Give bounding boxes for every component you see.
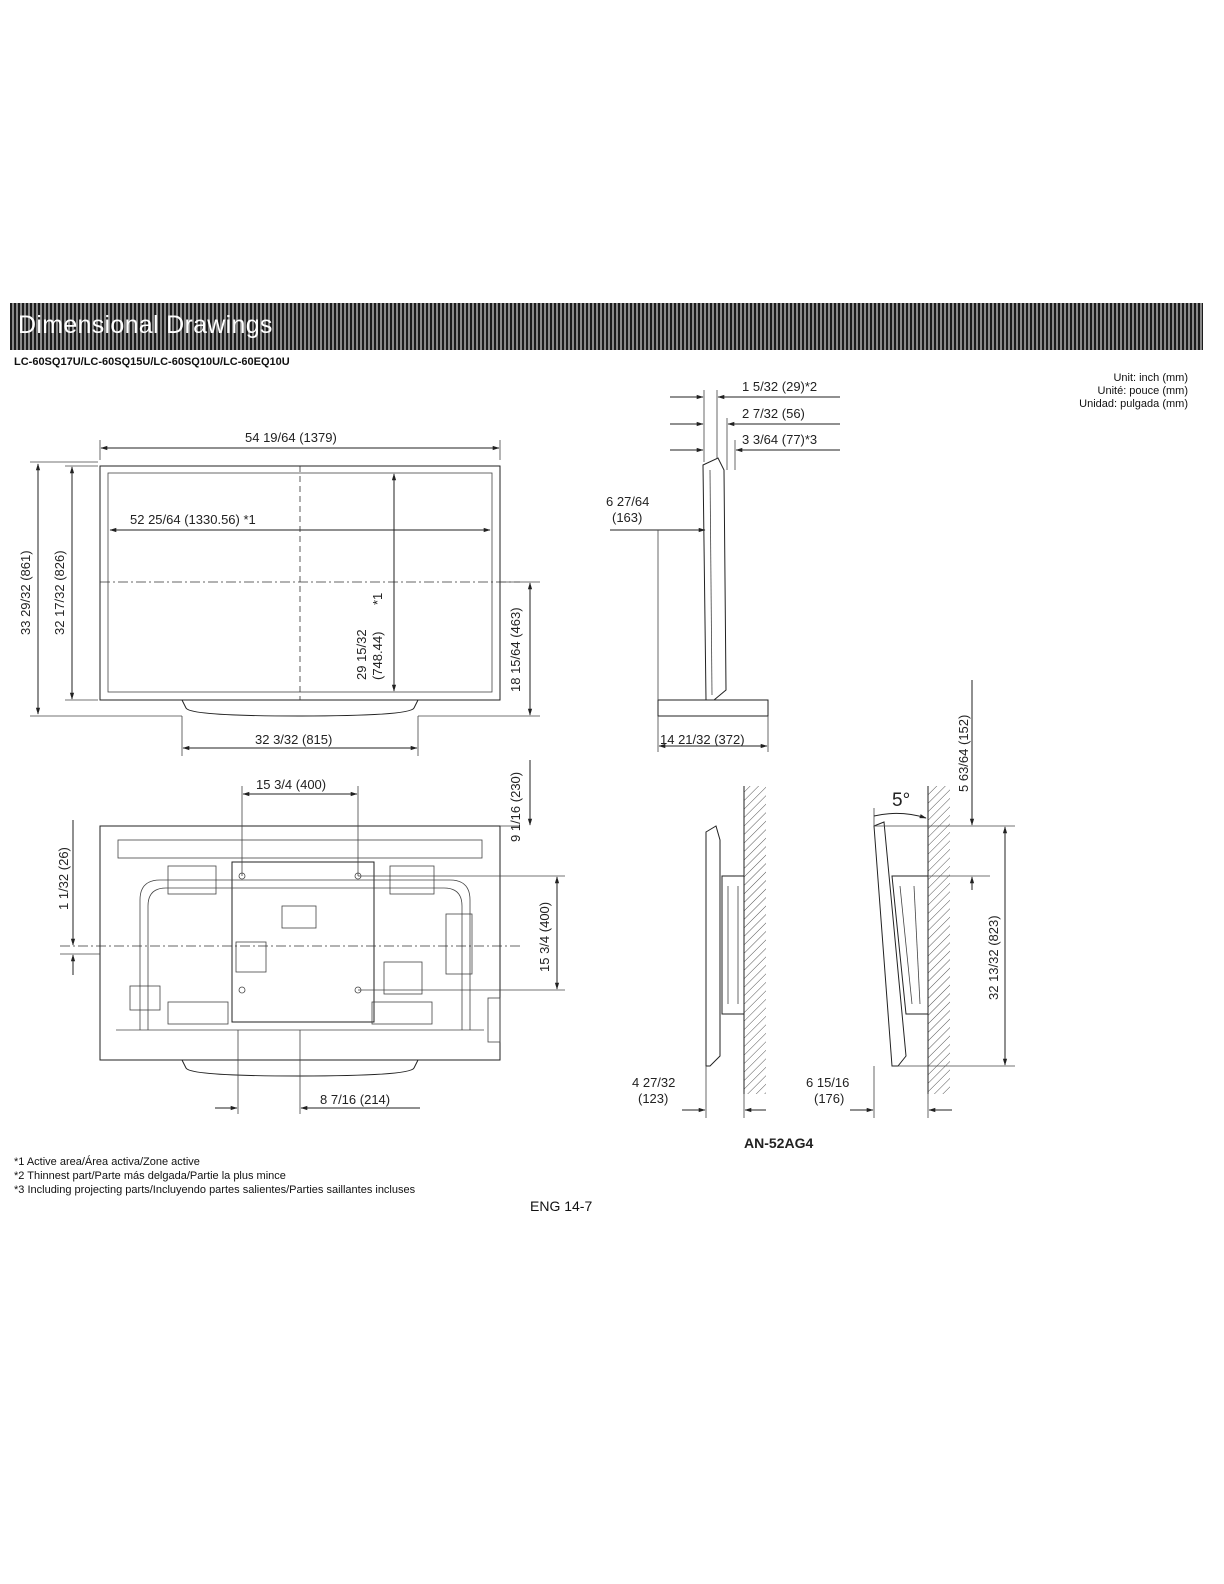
dim-height-body: 32 17/32 (826) [52,550,67,635]
unit-en: Unit: inch (mm) [1113,372,1188,384]
unit-fr: Unité: pouce (mm) [1097,385,1188,397]
dim-active-height: 29 15/32 [354,629,369,680]
model-list: LC-60SQ17U/LC-60SQ15U/LC-60SQ10U/LC-60EQ10U [14,356,290,368]
dim-depth: 2 7/32 (56) [742,406,805,421]
wall-mount-flat [632,786,766,1118]
wall-bracket-tilt [892,876,928,1014]
wall-bracket-flat [722,876,744,1014]
dim-top-to-hole: 9 1/16 (230) [508,771,523,842]
side-panel [703,458,726,700]
wall-mount-tilt [744,680,1015,1151]
back-panel [100,826,500,1060]
dim-thin: 1 5/32 (29)*2 [742,379,818,394]
dim-vesa-width: 15 3/4 (400) [256,777,327,792]
side-stand [658,700,768,716]
dim-vesa-height: 15 3/4 (400) [537,901,552,972]
side-view [606,379,840,752]
wall-tv-tilt [874,822,906,1066]
dim-active-height-mm: (748.44) [370,631,385,680]
unit-es: Unidad: pulgada (mm) [1079,398,1188,410]
page-number: ENG 14-7 [530,1198,593,1214]
wall-hatch-2 [928,786,950,1094]
tilt-angle: 5° [892,790,911,811]
front-stand [182,700,418,716]
dim-wall-height: 32 13/32 (823) [986,915,1001,1000]
dim-wall-flat-mm: (123) [638,1091,669,1106]
dim-stand-width: 32 3/32 (815) [255,732,333,747]
dim-wall-tilt: 6 15/16 [806,1075,850,1090]
footnotes [14,1155,415,1197]
back-vent-top [118,840,482,858]
wall-hatch-1 [744,786,766,1094]
dim-active-note: *1 [370,592,385,605]
dim-wall-tilt-mm: (176) [814,1091,845,1106]
dim-side-small: 1 1/32 (26) [56,847,71,910]
dim-active-width: 52 25/64 (1330.56) *1 [130,512,256,527]
dim-offset-mm: (163) [612,510,643,525]
section-title: Dimensional Drawings [18,311,273,339]
back-view [56,760,565,1114]
footnote-2: *2 Thinnest part/Parte más delgada/Partie la plus mince [14,1170,286,1182]
dim-stand-depth: 14 21/32 (372) [660,732,745,747]
dim-offset: 6 27/64 [606,494,650,509]
dim-wall-flat: 4 27/32 [632,1075,676,1090]
dim-height-total: 33 29/32 (861) [18,550,33,635]
dim-center-height: 18 15/64 (463) [508,607,523,692]
footnote-1: *1 Active area/Área activa/Zone active [14,1156,200,1168]
footnote-3: *3 Including projecting parts/Incluyendo partes salientes/Parties saillantes incluses [14,1184,416,1196]
dim-top-offset: 5 63/64 (152) [956,714,971,792]
dim-front-width: 54 19/64 (1379) [245,430,337,445]
dim-depth-proj: 3 3/64 (77)*3 [742,432,818,447]
wall-tv-flat [706,826,720,1066]
label-plate [384,962,422,994]
bracket-model: AN-52AG4 [744,1135,814,1151]
front-view [18,430,540,756]
dim-bottom-offset: 8 7/16 (214) [320,1092,391,1107]
